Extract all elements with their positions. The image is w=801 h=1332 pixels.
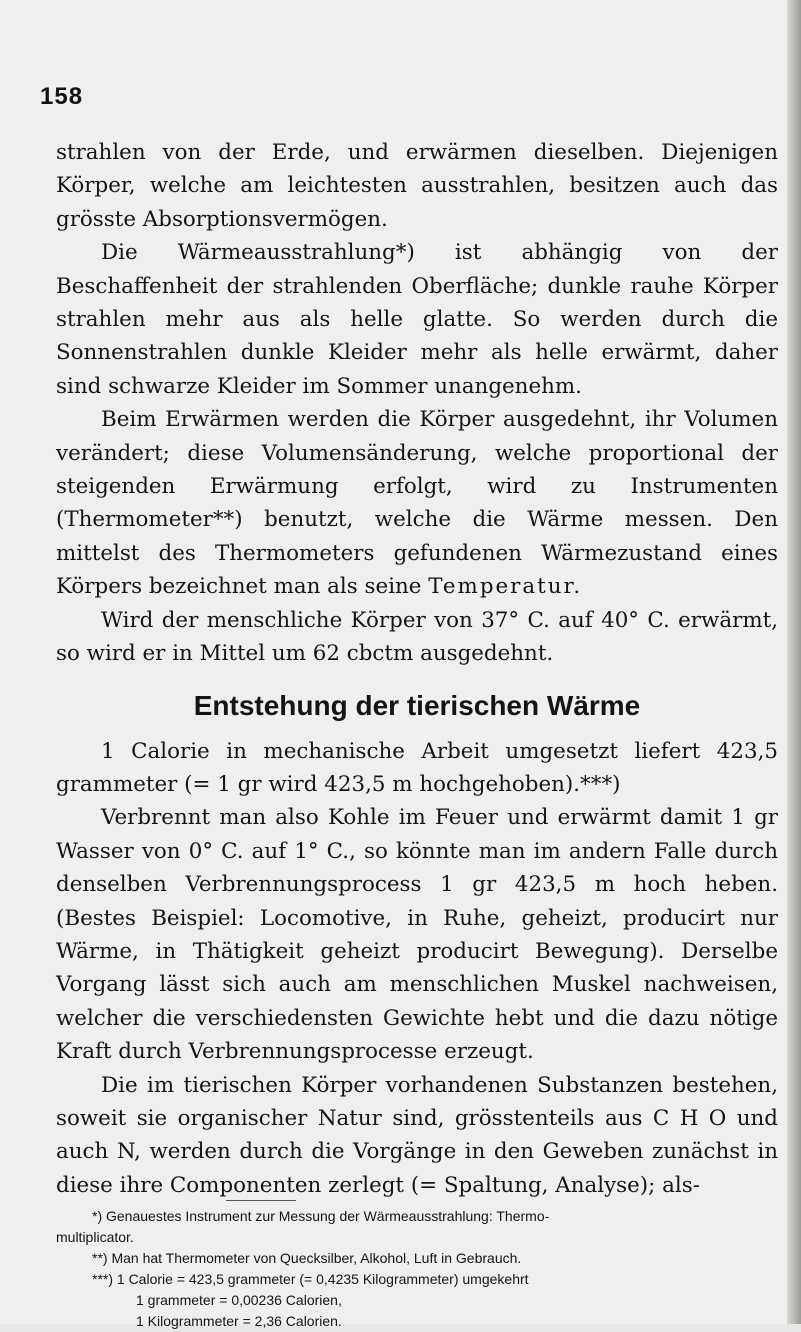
footnote-line: *) Genauestes Instrument zur Messung der Wärmeausstrahlung: Thermo-	[92, 1208, 550, 1224]
footnote-separator	[226, 1200, 296, 1201]
footnote-line: multiplicator.	[56, 1229, 134, 1245]
paragraph: 1 Calorie in mechanische Arbeit umgesetzt liefert 423,5 grammeter (= 1 gr wird 423,5 m hochgehoben).***)	[56, 738, 778, 797]
paragraph-text: Beim Erwärmen werden die Körper ausgedehnt, ihr Volumen verändert; diese Volumensänderung, welche proportional der steigenden Erwärmung erfolgt, wird zu Instrumenten (Thermometer**) benutzt, welche die Wärme messen. Den mittelst des Thermometers gefundenen Wärmezustand eines Körpers bezeichnet man als seine	[56, 407, 778, 600]
paragraph: Verbrennt man also Kohle im Feuer und erwärmt damit 1 gr Wasser von 0° C. auf 1° C., so könnte man im andern Falle durch denselben Verbrennungsprocess 1 gr 423,5 m hoch heben. (Bestes Beispiel: Locomotive, in Ruhe, geheizt, producirt nur Wärme, in Thätigkeit geheizt producirt Bewegung). Derselbe Vorgang lässt sich auch am menschlichen Muskel nachweisen, welcher die verschiedensten Gewichte hebt und die dazu nötige Kraft durch Verbrennungsprocesse erzeugt.	[56, 805, 778, 1065]
page-edge	[787, 0, 801, 1324]
section-heading: Entstehung der tierischen Wärme	[193, 689, 641, 721]
footnotes	[56, 1206, 746, 1332]
spaced-term: Temperatur.	[428, 574, 583, 600]
paragraph: Die Wärmeausstrahlung*) ist abhängig von der Beschaffenheit der strahlenden Oberfläche; dunkle rauhe Körper strahlen mehr aus als helle glatte. So werden durch die Sonnenstrahlen dunkle Kleider mehr als helle erwärmt, daher sind schwarze Kleider im Sommer unangenehm.	[56, 240, 778, 399]
body-text	[56, 136, 778, 1202]
footnote-line: 1 Kilogrammeter = 2,36 Calorien.	[136, 1313, 342, 1329]
paragraph: Wird der menschliche Körper von 37° C. auf 40° C. erwärmt, so wird er in Mittel um 62 cbctm ausgedehnt.	[56, 607, 778, 667]
paragraph: Die im tierischen Körper vorhandenen Substanzen bestehen, soweit sie organischer Natur sind, grösstenteils aus C H O und auch N, werden durch die Vorgänge in den Geweben zunächst in diese ihre Componenten zerlegt (= Spaltung, Analyse); als-	[56, 1072, 778, 1198]
footnote-line: 1 grammeter = 0,00236 Calorien,	[136, 1292, 342, 1308]
paragraph	[56, 403, 778, 603]
page-number: 158	[40, 83, 84, 110]
footnote-line: ***) 1 Calorie = 423,5 grammeter (= 0,4235 Kilogrammeter) umgekehrt	[92, 1271, 529, 1287]
paragraph: strahlen von der Erde, und erwärmen dieselben. Diejenigen Körper, welche am leichtesten ausstrahlen, besitzen auch das grösste Absorptionsvermögen.	[56, 140, 778, 232]
footnote-line: **) Man hat Thermometer von Quecksilber, Alkohol, Luft in Gebrauch.	[92, 1250, 522, 1266]
